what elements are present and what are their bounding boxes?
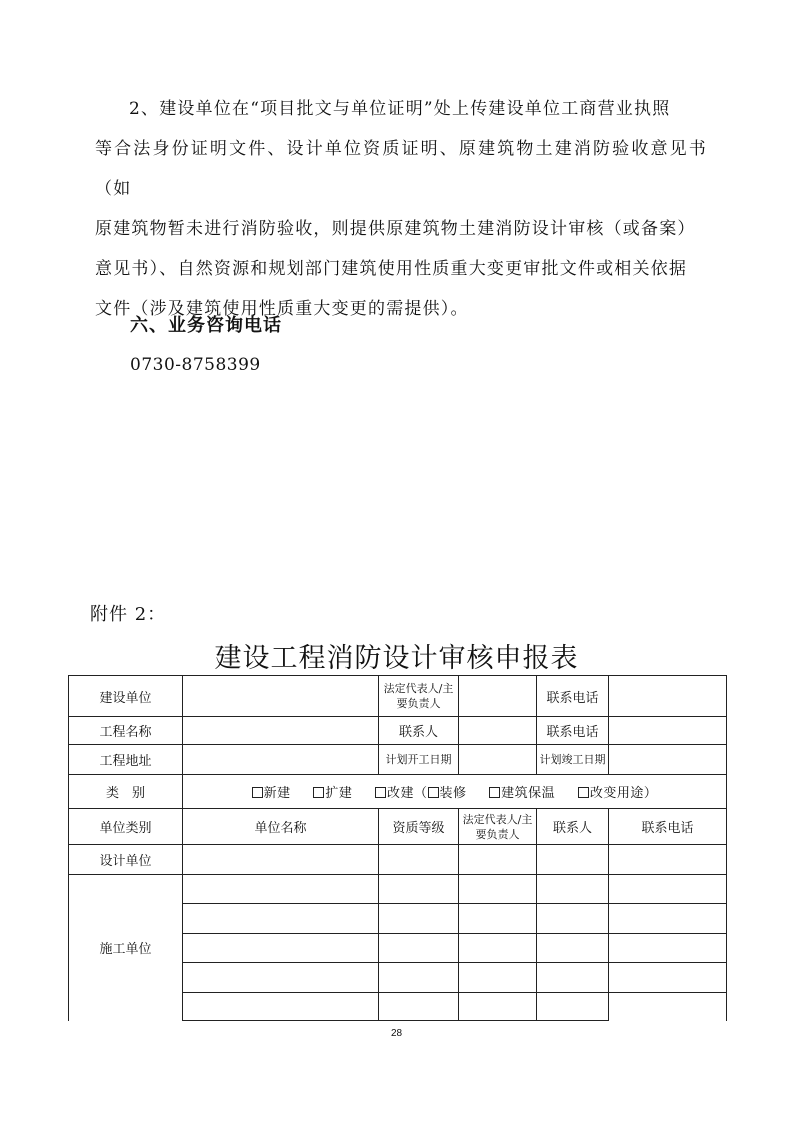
construction-unit-name-field[interactable] (183, 993, 379, 1021)
construction-unit-legal-rep-field[interactable] (459, 993, 537, 1021)
qualification-header: 资质等级 (379, 809, 459, 845)
unit-type-header: 单位类别 (69, 809, 183, 845)
paragraph-line: 意见书）、自然资源和规划部门建筑使用性质重大变更审批文件或相关依据 (95, 259, 688, 279)
construction-unit-row (69, 875, 727, 904)
checkbox-icon[interactable] (489, 787, 500, 798)
checkbox-icon[interactable] (578, 787, 589, 798)
planned-start-label: 计划开工日期 (379, 745, 459, 775)
construction-unit-qualification-field[interactable] (379, 875, 459, 904)
construction-unit-qualification-field[interactable] (379, 963, 459, 993)
design-unit-label: 设计单位 (69, 845, 183, 875)
construction-unit-contact-person-field[interactable] (537, 993, 609, 1021)
project-name-label: 工程名称 (69, 717, 183, 745)
planned-finish-field[interactable] (609, 745, 727, 775)
construction-unit-name-field[interactable] (183, 904, 379, 934)
design-unit-legal-rep-field[interactable] (459, 845, 537, 875)
construction-unit-legal-rep-field[interactable] (459, 963, 537, 993)
contact-phone-header: 联系电话 (609, 809, 727, 845)
construction-unit-contact-phone-field[interactable] (609, 904, 727, 934)
option-expansion[interactable]: 扩建 (313, 786, 352, 801)
builder-field[interactable] (183, 676, 379, 717)
design-unit-contact-person-field[interactable] (537, 845, 609, 875)
construction-unit-contact-phone-field[interactable] (609, 934, 727, 963)
project-address-label: 工程地址 (69, 745, 183, 775)
form-row-builder (69, 676, 727, 717)
construction-unit-contact-person-field[interactable] (537, 934, 609, 963)
paragraph-line: 2、建设单位在“项目批文与单位证明”处上传建设单位工商营业执照 (129, 99, 671, 119)
construction-unit-qualification-field[interactable] (379, 904, 459, 934)
form-row-category (69, 775, 727, 809)
planned-finish-label: 计划竣工日期 (537, 745, 609, 775)
design-unit-contact-phone-field[interactable] (609, 845, 727, 875)
contact-person-header: 联系人 (537, 809, 609, 845)
construction-unit-contact-person-field[interactable] (537, 963, 609, 993)
form-title: 建设工程消防设计审核申报表 (214, 643, 579, 674)
page-number: 28 (390, 1028, 403, 1039)
construction-unit-qualification-field[interactable] (379, 993, 459, 1021)
design-unit-row (69, 845, 727, 875)
contact-phone-field[interactable] (609, 717, 727, 745)
construction-unit-name-field[interactable] (183, 934, 379, 963)
contact-phone-label: 联系电话 (537, 717, 609, 745)
design-unit-qualification-field[interactable] (379, 845, 459, 875)
construction-unit-name-field[interactable] (183, 963, 379, 993)
paragraph-line: 等合法身份证明文件、设计单位资质证明、原建筑物土建消防验收意见书（如 (95, 139, 707, 199)
phone-number: 0730-8758399 (130, 355, 261, 375)
form-row-address (69, 745, 727, 775)
contact-person-label: 联系人 (379, 717, 459, 745)
construction-unit-legal-rep-field[interactable] (459, 875, 537, 904)
construction-unit-contact-phone-field[interactable] (609, 993, 727, 1021)
construction-unit-qualification-field[interactable] (379, 934, 459, 963)
contact-person-field[interactable] (459, 717, 537, 745)
construction-unit-name-field[interactable] (183, 875, 379, 904)
section-heading: 六、业务咨询电话 (130, 315, 282, 336)
option-change-use[interactable]: 改变用途） (578, 786, 658, 801)
construction-unit-legal-rep-field[interactable] (459, 934, 537, 963)
checkbox-icon[interactable] (375, 787, 386, 798)
construction-unit-contact-phone-field[interactable] (609, 963, 727, 993)
option-new-build[interactable]: 新建 (252, 786, 291, 801)
construction-unit-contact-person-field[interactable] (537, 904, 609, 934)
legal-rep-header: 法定代表人/主要负责人 (459, 809, 537, 845)
paragraph-line: 原建筑物暂未进行消防验收，则提供原建筑物土建消防设计审核（或备案） (95, 219, 696, 239)
option-insulation[interactable]: 建筑保温 (489, 786, 555, 801)
contact-phone-label: 联系电话 (537, 676, 609, 717)
builder-label: 建设单位 (69, 676, 183, 717)
attachment-label: 附件 2： (90, 604, 167, 625)
project-name-field[interactable] (183, 717, 379, 745)
construction-unit-label: 施工单位 (69, 875, 183, 1021)
unit-name-header: 单位名称 (183, 809, 379, 845)
checkbox-icon[interactable] (428, 787, 439, 798)
construction-unit-contact-person-field[interactable] (537, 875, 609, 904)
project-address-field[interactable] (183, 745, 379, 775)
paragraph (95, 89, 707, 329)
legal-rep-label: 法定代表人/主要负责人 (379, 676, 459, 717)
application-form-table (68, 675, 727, 1021)
category-options (183, 775, 727, 809)
legal-rep-field[interactable] (459, 676, 537, 717)
planned-start-field[interactable] (459, 745, 537, 775)
category-label: 类 别 (69, 775, 183, 809)
paragraph-line: 文件（涉及建筑使用性质重大变更的需提供）。 (95, 299, 469, 319)
checkbox-icon[interactable] (313, 787, 324, 798)
form-header-row (69, 809, 727, 845)
checkbox-icon[interactable] (252, 787, 263, 798)
form-row-project (69, 717, 727, 745)
construction-unit-contact-phone-field[interactable] (609, 875, 727, 904)
construction-unit-legal-rep-field[interactable] (459, 904, 537, 934)
option-renovation[interactable]: 改建（ 装修 (375, 786, 467, 801)
contact-phone-field[interactable] (609, 676, 727, 717)
design-unit-name-field[interactable] (183, 845, 379, 875)
